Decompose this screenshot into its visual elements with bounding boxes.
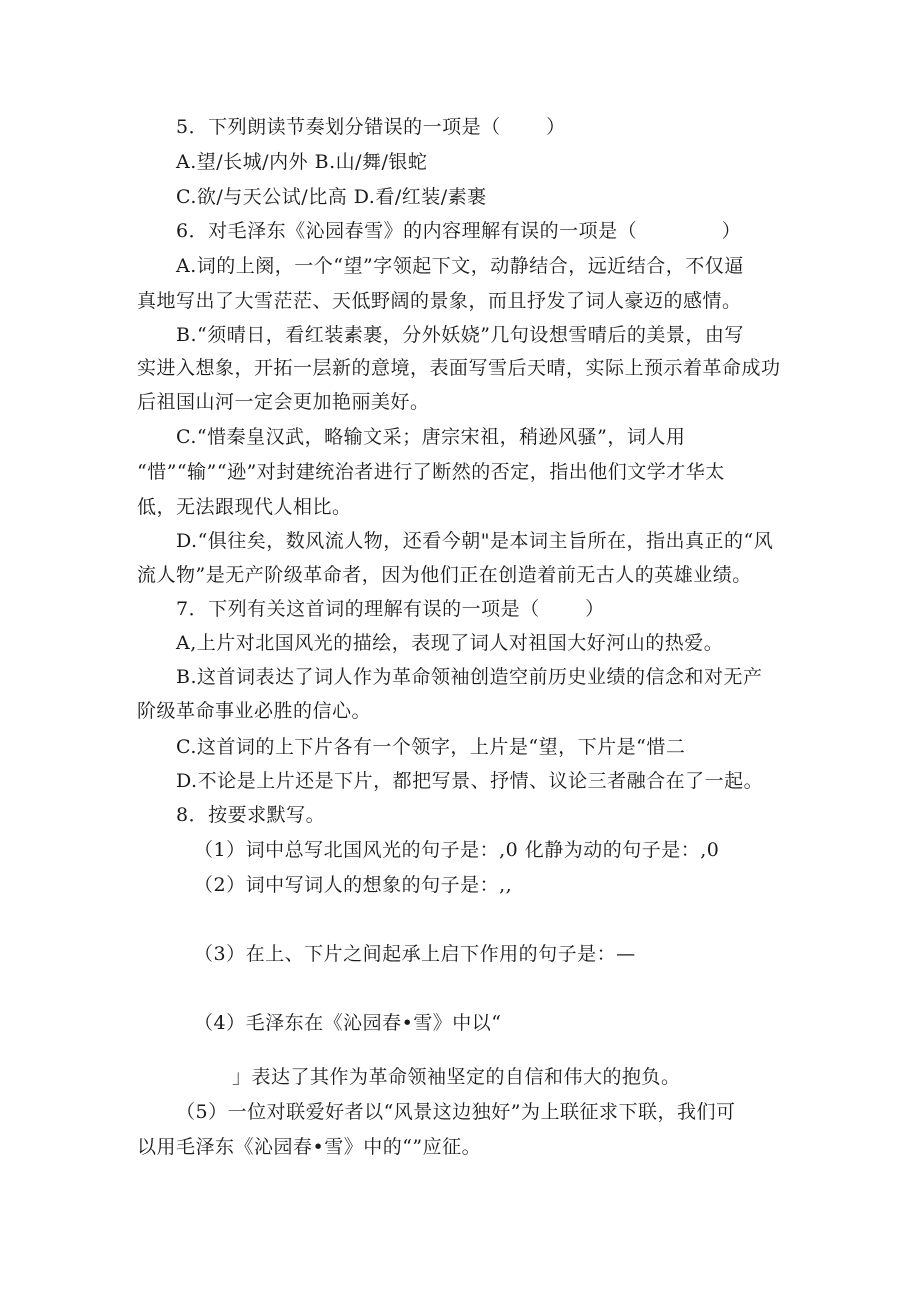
q5-stem: 5．下列朗读节奏划分错误的一项是（ ） xyxy=(176,116,566,138)
q6-option-b-line2: 实进入想象，开拓一层新的意境，表面写雪后天晴，实际上预示着革命成功 xyxy=(137,357,781,379)
q6-option-b-line3: 后祖国山河一定会更加艳丽美好。 xyxy=(137,391,430,413)
q5-options-cd: C.欲/与天公试/比高 D.看/红装/素裹 xyxy=(176,186,487,208)
q8-stem: 8．按要求默写。 xyxy=(176,804,326,826)
q8-subquestion-5-line1: （5）一位对联爱好者以“风景这边独好”为上联征求下联，我们可 xyxy=(176,1101,736,1123)
q6-option-a-line1: A.词的上阕，一个“望”字领起下文，动静结合，远近结合，不仅逼 xyxy=(176,255,744,277)
q8-subquestion-1: （1）词中总写北国风光的句子是：,0 化静为动的句子是：,0 xyxy=(194,839,720,861)
q6-stem: 6．对毛泽东《沁园春雪》的内容理解有误的一项是（ ） xyxy=(176,220,742,242)
q6-option-c-line2: “惜”“输”“逊”对封建统治者进行了断然的否定，指出他们文学才华太 xyxy=(137,461,725,483)
q8-subquestion-2: （2）词中写词人的想象的句子是：,, xyxy=(194,874,513,896)
q7-option-d: D.不论是上片还是下片，都把写景、抒情、议论三者融合在了一起。 xyxy=(176,770,764,792)
q6-option-d-line1: D.“俱往矣，数风流人物，还看今朝"是本词主旨所在，指出真正的“风 xyxy=(176,530,774,552)
q8-subquestion-4-line2: 」表达了其作为革命领袖坚定的自信和伟大的抱负。 xyxy=(232,1066,681,1088)
q8-subquestion-5-line2: 以用毛泽东《沁园春•雪》中的“”应征。 xyxy=(137,1136,482,1158)
q8-subquestion-4-line1: （4）毛泽东在《沁园春•雪》中以“ xyxy=(194,1012,502,1034)
q8-subquestion-3: （3）在上、下片之间起承上启下作用的句子是：— xyxy=(194,943,636,965)
q6-option-c-line1: C.“惜秦皇汉武，略输文采；唐宗宋祖，稍逊风骚”，词人用 xyxy=(176,426,686,448)
q7-option-c: C.这首词的上下片各有一个领字，上片是“望，下片是“惜二 xyxy=(176,736,686,758)
q6-option-a-line2: 真地写出了大雪茫茫、天低野阔的景象，而且抒发了词人豪迈的感情。 xyxy=(137,290,742,312)
q6-option-c-line3: 低，无法跟现代人相比。 xyxy=(137,496,352,518)
q5-options-ab: A.望/长城/内外 B.山/舞/银蛇 xyxy=(176,151,428,173)
q7-option-a: A,上片对北国风光的描绘，表现了词人对祖国大好河山的热爱。 xyxy=(176,632,724,654)
q6-option-b-line1: B.“须晴日，看红装素裹，分外妖娆”几句设想雪晴后的美景，由写 xyxy=(176,324,744,346)
q7-option-b-line2: 阶级革命事业必胜的信心。 xyxy=(137,700,372,722)
q6-option-d-line2: 流人物”是无产阶级革命者，因为他们正在创造着前无古人的英雄业绩。 xyxy=(137,564,752,586)
q7-stem: 7．下列有关这首词的理解有误的一项是（ ） xyxy=(176,598,605,620)
q7-option-b-line1: B.这首词表达了词人作为革命领袖创造空前历史业绩的信念和对无产 xyxy=(176,666,763,688)
